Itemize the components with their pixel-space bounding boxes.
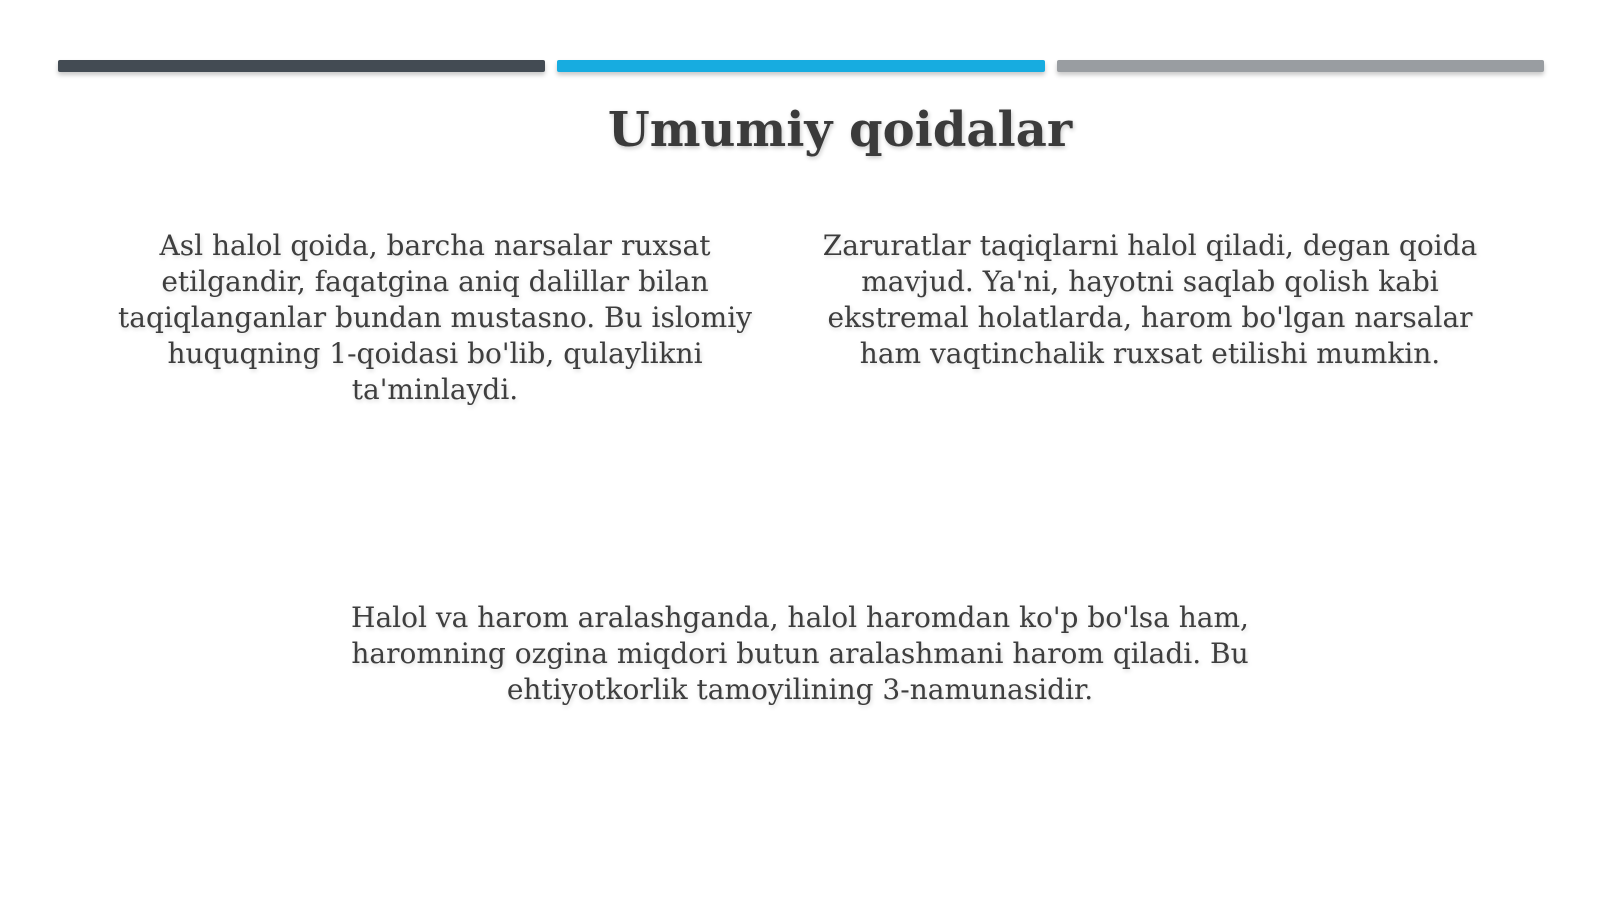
rule-text-bottom: Halol va harom aralashganda, halol haromdan ko'p bo'lsa ham, haromning ozgina miqdori butun aralashmani harom qiladi. Bu ehtiyotkorlik tamoyilining 3-namunasidir. [351, 601, 1249, 706]
slide-title: Umumiy qoidalar [607, 102, 1073, 158]
rule-text-right: Zaruratlar taqiqlarni halol qiladi, degan qoida mavjud. Ya'ni, hayotni saqlab qolish kabi ekstremal holatlarda, harom bo'lgan narsalar ham vaqtinchalik ruxsat etilishi mumkin. [822, 229, 1478, 370]
rule-text-left: Asl halol qoida, barcha narsalar ruxsat etilgandir, faqatgina aniq dalillar bilan taqiqlanganlar bundan mustasno. Bu islomiy huquqning 1-qoidasi bo'lib, qulaylikni ta'minlaydi. [118, 229, 752, 406]
top-accent-bars [58, 60, 1544, 72]
accent-bar-blue [557, 60, 1044, 72]
accent-bar-gray [1057, 60, 1544, 72]
accent-bar-dark [58, 60, 545, 72]
